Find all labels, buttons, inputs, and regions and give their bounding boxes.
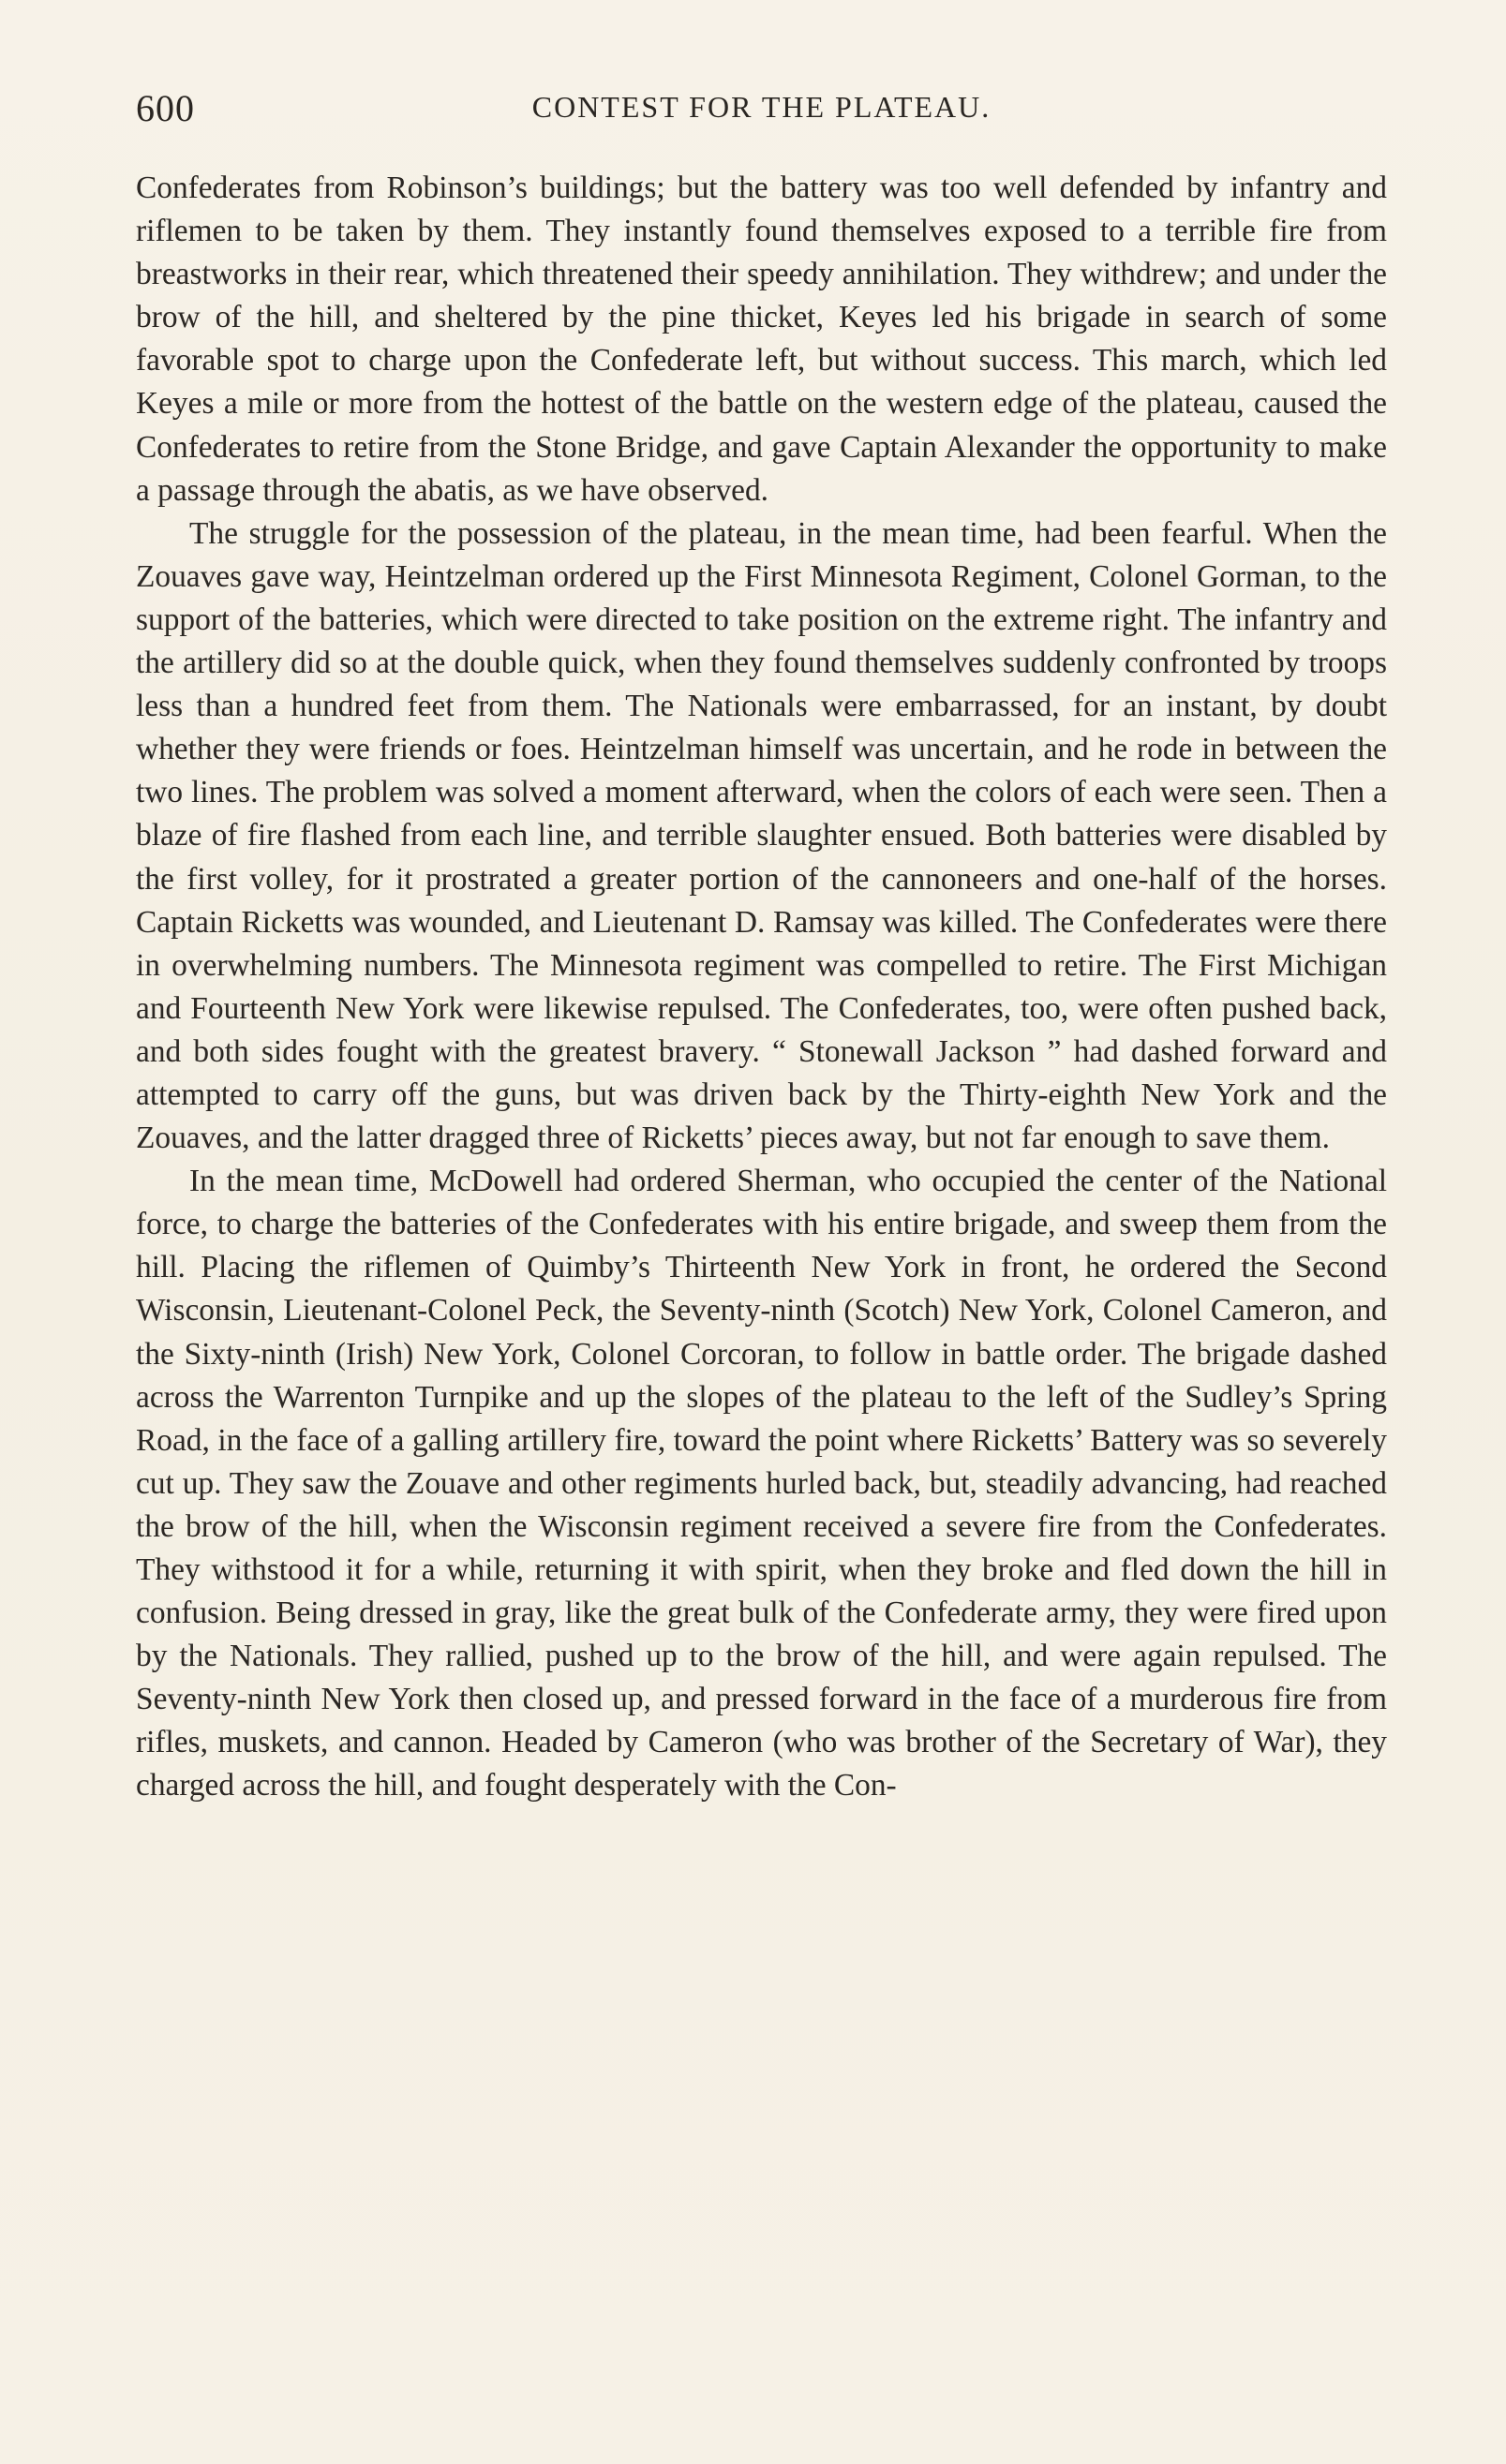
paragraph-3: In the mean time, McDowell had ordered Sherman, who occupied the center of the National force, to charge the batteries of the Confederates with his entire brigade, and sweep them from the hill. Placing the riflemen of Quimby’s Thirteenth New York in front, he ordered the Second Wisconsin, Lieutenant-Colonel Peck, the Seventy-ninth (Scotch) New York, Colonel Cameron, and the Sixty-ninth (Irish) New York, Colonel Corcoran, to follow in battle order. The brigade dashed across the Warrenton Turnpike and up the slopes of the plateau to the left of the Sudley’s Spring Road, in the face of a galling artillery fire, toward the point where Ricketts’ Battery was so severely cut up. They saw the Zouave and other regiments hurled back, but, steadily advancing, had reached the brow of the hill, when the Wisconsin regiment received a severe fire from the Confederates. They withstood it for a while, returning it with spirit, when they broke and fled down the hill in confusion. Being dressed in gray, like the great bulk of the Confederate army, they were fired upon by the Nationals. They rallied, pushed up to the brow of the hill, and were again repulsed. The Seventy-ninth New York then closed up, and pressed forward in the face of a murderous fire from rifles, muskets, and cannon. Headed by Cameron (who was brother of the Secretary of War), they charged across the hill, and fought desperately with the Con- (136, 1164, 1387, 1803)
running-title: CONTEST FOR THE PLATEAU. (531, 90, 992, 124)
page-number: 600 (136, 87, 195, 129)
paragraph-2: The struggle for the possession of the plateau, in the mean time, had been fearful. When the Zouaves gave way, Heintzelman ordered up the First Minnesota Regiment, Colonel Gorman, to the support of the batteries, which were directed to take position on the extreme right. The infantry and the artillery did so at the double quick, when they found themselves suddenly confronted by troops less than a hundred feet from them. The Nationals were embarrassed, for an instant, by doubt whether they were friends or foes. Heintzelman himself was uncertain, and he rode in between the two lines. The problem was solved a moment afterward, when the colors of each were seen. Then a blaze of fire flashed from each line, and terrible slaughter ensued. Both batteries were disabled by the first volley, for it prostrated a greater portion of the cannoneers and one-half of the horses. Captain Ricketts was wounded, and Lieutenant D. Ramsay was killed. The Confederates were there in overwhelming numbers. The Minnesota regiment was compelled to retire. The First Michigan and Fourteenth New York were likewise repulsed. The Confederates, too, were often pushed back, and both sides fought with the greatest bravery. “ Stonewall Jackson ” had dashed forward and attempted to carry off the guns, but was driven back by the Thirty-eighth New York and the Zouaves, and the latter dragged three of Ricketts’ pieces away, but not far enough to save them. (136, 515, 1387, 1156)
body-text (136, 167, 1387, 1808)
running-head (136, 86, 1387, 133)
paragraph-1: Confederates from Robinson’s buildings; but the battery was too well defended by infantry and riflemen to be taken by them. They instantly found themselves exposed to a terrible fire from breastworks in their rear, which threatened their speedy annihilation. They withdrew; and under the brow of the hill, and sheltered by the pine thicket, Keyes led his brigade in search of some favorable spot to charge upon the Confederate left, but without success. This march, which led Keyes a mile or more from the hottest of the battle on the western edge of the plateau, caused the Confederates to retire from the Stone Bridge, and gave Captain Alexander the opportunity to make a passage through the abatis, as we have observed. (136, 171, 1387, 508)
